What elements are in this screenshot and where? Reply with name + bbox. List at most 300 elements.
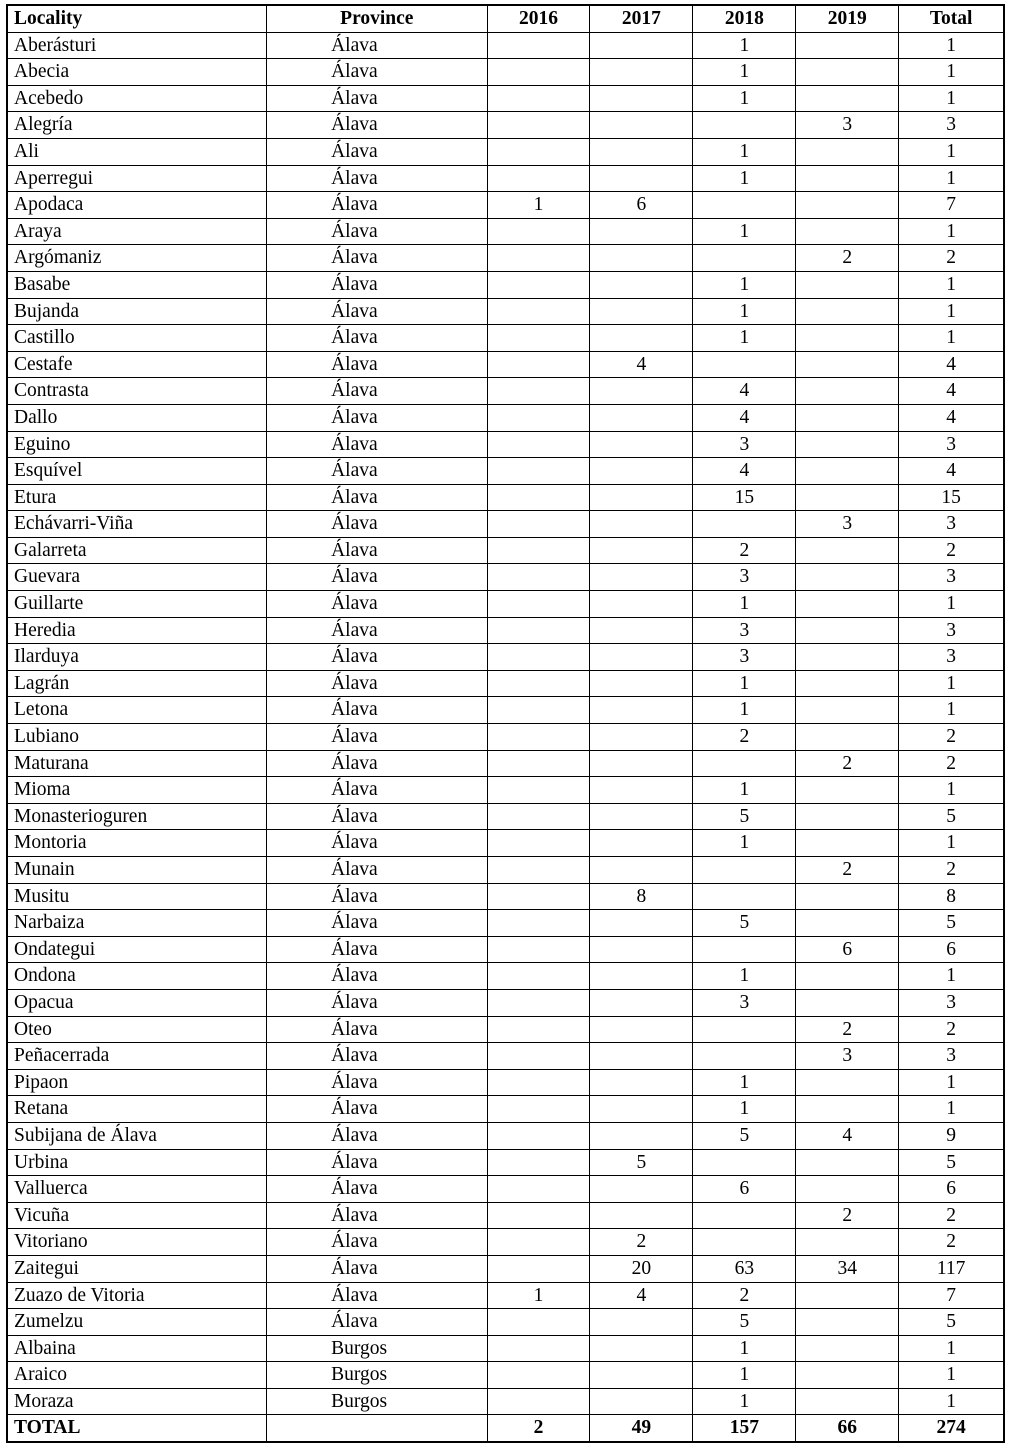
table-row xyxy=(7,910,1004,937)
cell-locality: Albaina xyxy=(7,1335,267,1362)
cell-locality: Echávarri-Viña xyxy=(7,511,267,538)
cell-total: 1 xyxy=(899,777,1004,804)
cell-2018 xyxy=(693,1149,796,1176)
total-2018: 157 xyxy=(693,1415,796,1442)
locality-counts-table xyxy=(6,4,1005,1443)
cell-province: Álava xyxy=(267,1255,487,1282)
cell-2017 xyxy=(590,750,693,777)
cell-2019 xyxy=(796,963,899,990)
cell-locality: Munain xyxy=(7,857,267,884)
cell-locality: Cestafe xyxy=(7,351,267,378)
cell-province: Burgos xyxy=(267,1388,487,1415)
cell-2017 xyxy=(590,271,693,298)
cell-2017 xyxy=(590,830,693,857)
cell-province: Álava xyxy=(267,85,487,112)
cell-total: 1 xyxy=(899,830,1004,857)
table-row xyxy=(7,1149,1004,1176)
cell-province: Álava xyxy=(267,857,487,884)
cell-2019 xyxy=(796,989,899,1016)
cell-total: 1 xyxy=(899,1362,1004,1389)
cell-2018: 3 xyxy=(693,617,796,644)
cell-province: Álava xyxy=(267,989,487,1016)
cell-2018 xyxy=(693,245,796,272)
table-row xyxy=(7,777,1004,804)
table-row xyxy=(7,1362,1004,1389)
cell-2016 xyxy=(487,963,590,990)
column-header-total: Total xyxy=(899,5,1004,32)
cell-2018: 5 xyxy=(693,1122,796,1149)
table-row xyxy=(7,271,1004,298)
cell-2019 xyxy=(796,1176,899,1203)
cell-2016 xyxy=(487,1309,590,1336)
table-header xyxy=(7,5,1004,32)
total-label: TOTAL xyxy=(7,1415,267,1442)
cell-locality: Vicuña xyxy=(7,1202,267,1229)
cell-2018: 6 xyxy=(693,1176,796,1203)
cell-2018: 5 xyxy=(693,1309,796,1336)
cell-2019 xyxy=(796,910,899,937)
table-row xyxy=(7,1122,1004,1149)
cell-province: Álava xyxy=(267,431,487,458)
cell-2016 xyxy=(487,989,590,1016)
cell-2019: 2 xyxy=(796,245,899,272)
cell-province: Álava xyxy=(267,883,487,910)
cell-2016 xyxy=(487,378,590,405)
cell-locality: Zumelzu xyxy=(7,1309,267,1336)
cell-2016 xyxy=(487,271,590,298)
table-row xyxy=(7,644,1004,671)
table-row xyxy=(7,883,1004,910)
table-row xyxy=(7,697,1004,724)
cell-province: Álava xyxy=(267,617,487,644)
cell-total: 4 xyxy=(899,351,1004,378)
cell-province: Álava xyxy=(267,458,487,485)
cell-total: 5 xyxy=(899,1309,1004,1336)
cell-2016 xyxy=(487,697,590,724)
cell-2016 xyxy=(487,325,590,352)
cell-total: 3 xyxy=(899,112,1004,139)
cell-2018 xyxy=(693,750,796,777)
table-header-row xyxy=(7,5,1004,32)
cell-2017 xyxy=(590,1388,693,1415)
cell-province: Álava xyxy=(267,697,487,724)
cell-locality: Argómaniz xyxy=(7,245,267,272)
cell-locality: Peñacerrada xyxy=(7,1043,267,1070)
table-row xyxy=(7,245,1004,272)
cell-locality: Valluerca xyxy=(7,1176,267,1203)
cell-province: Álava xyxy=(267,803,487,830)
cell-2016 xyxy=(487,431,590,458)
cell-2017 xyxy=(590,1202,693,1229)
table-row xyxy=(7,803,1004,830)
cell-province: Álava xyxy=(267,218,487,245)
cell-2018: 1 xyxy=(693,32,796,59)
cell-province: Álava xyxy=(267,1309,487,1336)
cell-2019 xyxy=(796,1309,899,1336)
cell-total: 2 xyxy=(899,537,1004,564)
cell-locality: Lubiano xyxy=(7,724,267,751)
cell-2016 xyxy=(487,617,590,644)
cell-2019 xyxy=(796,564,899,591)
cell-2018: 2 xyxy=(693,537,796,564)
table-row xyxy=(7,1176,1004,1203)
cell-2016 xyxy=(487,404,590,431)
cell-locality: Oteo xyxy=(7,1016,267,1043)
cell-2016 xyxy=(487,351,590,378)
cell-2017 xyxy=(590,511,693,538)
cell-2018: 4 xyxy=(693,458,796,485)
cell-locality: Pipaon xyxy=(7,1069,267,1096)
cell-locality: Guevara xyxy=(7,564,267,591)
cell-2019: 2 xyxy=(796,1202,899,1229)
cell-locality: Acebedo xyxy=(7,85,267,112)
cell-total: 4 xyxy=(899,378,1004,405)
cell-total: 1 xyxy=(899,963,1004,990)
table-row xyxy=(7,1069,1004,1096)
cell-2019 xyxy=(796,1149,899,1176)
cell-2018: 1 xyxy=(693,1335,796,1362)
cell-2017 xyxy=(590,989,693,1016)
cell-2019 xyxy=(796,1282,899,1309)
table-row xyxy=(7,936,1004,963)
table-row xyxy=(7,85,1004,112)
cell-locality: Dallo xyxy=(7,404,267,431)
cell-2019 xyxy=(796,85,899,112)
total-2019: 66 xyxy=(796,1415,899,1442)
cell-2017 xyxy=(590,298,693,325)
cell-locality: Ondona xyxy=(7,963,267,990)
cell-2017 xyxy=(590,484,693,511)
cell-2017 xyxy=(590,404,693,431)
cell-2017 xyxy=(590,857,693,884)
cell-2019 xyxy=(796,1362,899,1389)
cell-2019: 2 xyxy=(796,750,899,777)
cell-2018 xyxy=(693,511,796,538)
cell-2017 xyxy=(590,1096,693,1123)
cell-province: Álava xyxy=(267,936,487,963)
cell-province: Álava xyxy=(267,378,487,405)
cell-2017 xyxy=(590,218,693,245)
cell-2017 xyxy=(590,1309,693,1336)
cell-locality: Vitoriano xyxy=(7,1229,267,1256)
cell-2018: 1 xyxy=(693,697,796,724)
cell-2016 xyxy=(487,218,590,245)
cell-2017 xyxy=(590,697,693,724)
cell-province: Álava xyxy=(267,1043,487,1070)
cell-2017 xyxy=(590,1069,693,1096)
cell-locality: Apodaca xyxy=(7,192,267,219)
table-row xyxy=(7,724,1004,751)
table-row xyxy=(7,1096,1004,1123)
cell-locality: Opacua xyxy=(7,989,267,1016)
cell-2019 xyxy=(796,218,899,245)
cell-2018: 1 xyxy=(693,85,796,112)
cell-province: Álava xyxy=(267,1282,487,1309)
cell-province: Álava xyxy=(267,670,487,697)
cell-province: Álava xyxy=(267,1016,487,1043)
cell-2018: 1 xyxy=(693,165,796,192)
cell-total: 3 xyxy=(899,431,1004,458)
cell-2016 xyxy=(487,591,590,618)
cell-2016 xyxy=(487,32,590,59)
cell-2018: 4 xyxy=(693,378,796,405)
cell-total: 2 xyxy=(899,724,1004,751)
cell-2017: 5 xyxy=(590,1149,693,1176)
cell-locality: Subijana de Álava xyxy=(7,1122,267,1149)
cell-province: Álava xyxy=(267,777,487,804)
cell-province: Álava xyxy=(267,298,487,325)
cell-2016 xyxy=(487,1388,590,1415)
cell-province: Álava xyxy=(267,245,487,272)
table-row xyxy=(7,192,1004,219)
cell-2019 xyxy=(796,59,899,86)
cell-2019: 34 xyxy=(796,1255,899,1282)
table-row xyxy=(7,32,1004,59)
cell-locality: Zuazo de Vitoria xyxy=(7,1282,267,1309)
cell-total: 2 xyxy=(899,857,1004,884)
cell-province: Álava xyxy=(267,591,487,618)
cell-2017: 4 xyxy=(590,351,693,378)
cell-2018: 5 xyxy=(693,803,796,830)
cell-province: Álava xyxy=(267,351,487,378)
cell-locality: Bujanda xyxy=(7,298,267,325)
cell-2018: 3 xyxy=(693,564,796,591)
cell-2016 xyxy=(487,1096,590,1123)
cell-locality: Guillarte xyxy=(7,591,267,618)
cell-2017 xyxy=(590,803,693,830)
cell-2018 xyxy=(693,1202,796,1229)
cell-2017 xyxy=(590,458,693,485)
cell-2016 xyxy=(487,750,590,777)
cell-total: 2 xyxy=(899,1016,1004,1043)
cell-province: Álava xyxy=(267,1149,487,1176)
cell-locality: Lagrán xyxy=(7,670,267,697)
cell-province: Álava xyxy=(267,537,487,564)
column-header-2019: 2019 xyxy=(796,5,899,32)
cell-province: Álava xyxy=(267,484,487,511)
cell-2017 xyxy=(590,32,693,59)
cell-2016 xyxy=(487,1122,590,1149)
cell-2019 xyxy=(796,192,899,219)
cell-2019 xyxy=(796,325,899,352)
cell-2016 xyxy=(487,910,590,937)
cell-2019 xyxy=(796,1069,899,1096)
cell-2018: 3 xyxy=(693,431,796,458)
total-2016: 2 xyxy=(487,1415,590,1442)
cell-2016 xyxy=(487,59,590,86)
cell-locality: Castillo xyxy=(7,325,267,352)
cell-2019 xyxy=(796,883,899,910)
cell-2018: 1 xyxy=(693,830,796,857)
cell-locality: Contrasta xyxy=(7,378,267,405)
cell-2016 xyxy=(487,670,590,697)
cell-2019 xyxy=(796,165,899,192)
table-row xyxy=(7,298,1004,325)
cell-2017 xyxy=(590,564,693,591)
table-row xyxy=(7,1202,1004,1229)
cell-2018 xyxy=(693,1043,796,1070)
cell-2019: 3 xyxy=(796,112,899,139)
cell-2016: 1 xyxy=(487,1282,590,1309)
cell-total: 1 xyxy=(899,218,1004,245)
cell-total: 3 xyxy=(899,617,1004,644)
cell-locality: Araya xyxy=(7,218,267,245)
cell-2016 xyxy=(487,1255,590,1282)
table-row xyxy=(7,351,1004,378)
cell-2018: 2 xyxy=(693,1282,796,1309)
cell-total: 1 xyxy=(899,59,1004,86)
cell-2016 xyxy=(487,1176,590,1203)
cell-2019 xyxy=(796,378,899,405)
cell-total: 5 xyxy=(899,1149,1004,1176)
cell-total: 1 xyxy=(899,298,1004,325)
cell-2018 xyxy=(693,112,796,139)
cell-total: 1 xyxy=(899,138,1004,165)
column-header-2018: 2018 xyxy=(693,5,796,32)
cell-2018: 3 xyxy=(693,989,796,1016)
cell-province: Álava xyxy=(267,271,487,298)
cell-2018 xyxy=(693,351,796,378)
cell-total: 5 xyxy=(899,803,1004,830)
cell-2017 xyxy=(590,724,693,751)
cell-province: Álava xyxy=(267,192,487,219)
cell-locality: Musitu xyxy=(7,883,267,910)
table-row xyxy=(7,458,1004,485)
cell-total: 1 xyxy=(899,591,1004,618)
cell-2016 xyxy=(487,85,590,112)
cell-2019 xyxy=(796,803,899,830)
cell-locality: Narbaiza xyxy=(7,910,267,937)
cell-locality: Aberásturi xyxy=(7,32,267,59)
cell-province: Álava xyxy=(267,404,487,431)
cell-locality: Araico xyxy=(7,1362,267,1389)
cell-2019: 4 xyxy=(796,1122,899,1149)
cell-2018: 2 xyxy=(693,724,796,751)
cell-2019: 6 xyxy=(796,936,899,963)
cell-2019 xyxy=(796,1388,899,1415)
cell-2017: 20 xyxy=(590,1255,693,1282)
cell-2018: 1 xyxy=(693,1069,796,1096)
table-row xyxy=(7,112,1004,139)
cell-total: 1 xyxy=(899,165,1004,192)
cell-locality: Ilarduya xyxy=(7,644,267,671)
cell-2019 xyxy=(796,830,899,857)
cell-2016 xyxy=(487,857,590,884)
cell-total: 1 xyxy=(899,1335,1004,1362)
cell-2016 xyxy=(487,1069,590,1096)
cell-2019 xyxy=(796,351,899,378)
cell-2018: 1 xyxy=(693,777,796,804)
cell-total: 1 xyxy=(899,271,1004,298)
cell-locality: Abecia xyxy=(7,59,267,86)
cell-2017: 8 xyxy=(590,883,693,910)
cell-total: 8 xyxy=(899,883,1004,910)
cell-total: 3 xyxy=(899,564,1004,591)
cell-province: Álava xyxy=(267,1202,487,1229)
cell-2017 xyxy=(590,777,693,804)
cell-2017 xyxy=(590,325,693,352)
column-header-2017: 2017 xyxy=(590,5,693,32)
cell-total: 15 xyxy=(899,484,1004,511)
cell-total: 1 xyxy=(899,1096,1004,1123)
cell-2017 xyxy=(590,431,693,458)
cell-2017 xyxy=(590,165,693,192)
cell-2017 xyxy=(590,936,693,963)
table-row xyxy=(7,564,1004,591)
table-row xyxy=(7,1388,1004,1415)
cell-2017 xyxy=(590,1176,693,1203)
cell-total: 9 xyxy=(899,1122,1004,1149)
cell-province: Álava xyxy=(267,963,487,990)
cell-locality: Heredia xyxy=(7,617,267,644)
table-row xyxy=(7,591,1004,618)
cell-locality: Etura xyxy=(7,484,267,511)
cell-total: 7 xyxy=(899,1282,1004,1309)
cell-locality: Ondategui xyxy=(7,936,267,963)
cell-locality: Basabe xyxy=(7,271,267,298)
cell-2018: 63 xyxy=(693,1255,796,1282)
cell-total: 1 xyxy=(899,670,1004,697)
cell-2016 xyxy=(487,803,590,830)
cell-2016 xyxy=(487,1202,590,1229)
cell-province: Álava xyxy=(267,1096,487,1123)
cell-province: Álava xyxy=(267,1122,487,1149)
cell-2019 xyxy=(796,138,899,165)
table-row xyxy=(7,1229,1004,1256)
cell-2018: 1 xyxy=(693,670,796,697)
cell-total: 2 xyxy=(899,1229,1004,1256)
table-row xyxy=(7,750,1004,777)
cell-total: 117 xyxy=(899,1255,1004,1282)
cell-2016 xyxy=(487,245,590,272)
cell-total: 2 xyxy=(899,245,1004,272)
cell-2017 xyxy=(590,85,693,112)
cell-total: 4 xyxy=(899,458,1004,485)
cell-2018: 1 xyxy=(693,325,796,352)
table-row xyxy=(7,1282,1004,1309)
cell-province: Álava xyxy=(267,910,487,937)
cell-2019 xyxy=(796,617,899,644)
cell-2018 xyxy=(693,1229,796,1256)
cell-2018: 1 xyxy=(693,271,796,298)
cell-2018: 1 xyxy=(693,298,796,325)
cell-locality: Eguino xyxy=(7,431,267,458)
table-row xyxy=(7,1335,1004,1362)
cell-2018: 1 xyxy=(693,1096,796,1123)
table-row xyxy=(7,830,1004,857)
total-grand: 274 xyxy=(899,1415,1004,1442)
cell-2019: 3 xyxy=(796,511,899,538)
cell-total: 4 xyxy=(899,404,1004,431)
cell-province: Burgos xyxy=(267,1362,487,1389)
table-row xyxy=(7,431,1004,458)
cell-total: 3 xyxy=(899,644,1004,671)
cell-2018: 1 xyxy=(693,1362,796,1389)
column-header-2016: 2016 xyxy=(487,5,590,32)
cell-locality: Aperregui xyxy=(7,165,267,192)
cell-province: Álava xyxy=(267,724,487,751)
cell-total: 1 xyxy=(899,325,1004,352)
cell-2018: 5 xyxy=(693,910,796,937)
cell-2017: 6 xyxy=(590,192,693,219)
table-body xyxy=(7,32,1004,1415)
cell-2017 xyxy=(590,670,693,697)
cell-total: 1 xyxy=(899,697,1004,724)
cell-total: 6 xyxy=(899,936,1004,963)
cell-2019 xyxy=(796,537,899,564)
cell-province: Álava xyxy=(267,1069,487,1096)
cell-2019: 2 xyxy=(796,857,899,884)
